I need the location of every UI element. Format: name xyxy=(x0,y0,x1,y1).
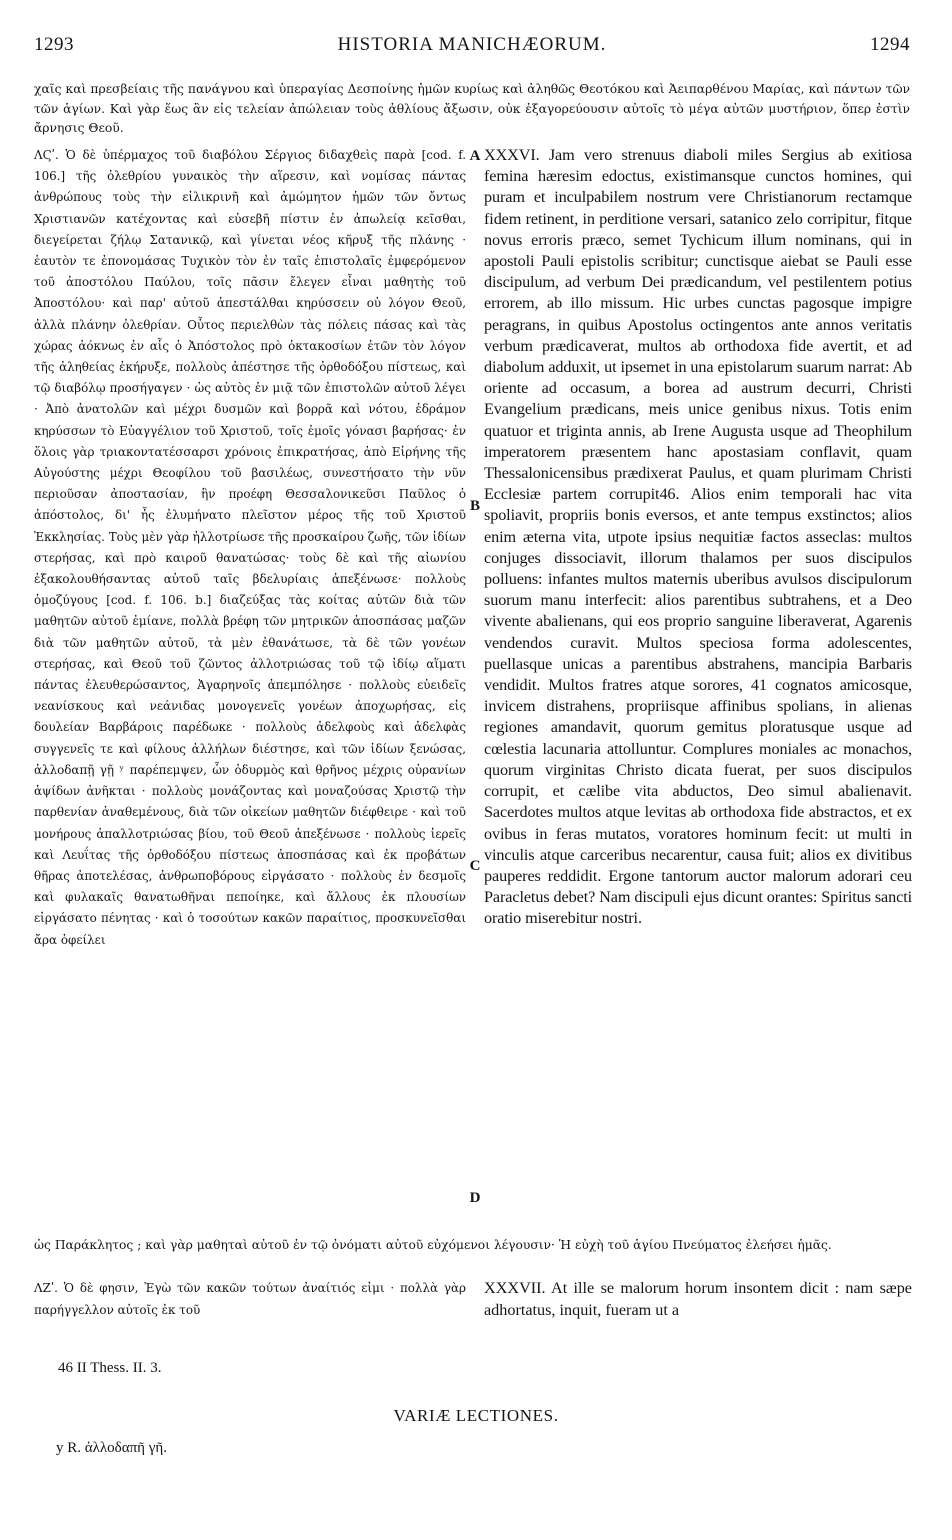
greek-column-section-37: ΛΖʹ. Ὁ δὲ φησιν, Ἐγὼ τῶν κακῶν τούτων ἀναίτιός εἰμι · πολλὰ γὰρ παρήγγελλον αὐτοῖς ἐκ τοῦ xyxy=(34,1281,466,1317)
greek-opening-paragraph: χαῖς καὶ πρεσβείαις τῆς πανάγνου καὶ ὑπεραγίας Δεσποίνης ἡμῶν κυρίως καὶ ἀληθῶς Θεοτόκου καὶ Ἀειπαρθένου Μαρίας, καὶ πάντων τῶν τῶν ἁγίων. Καὶ γὰρ ἕως ἂν εἰς τελείαν ἀπώλειαν τοὺς ἀθλίους ἄξωσιν, οὐκ ἐξαγορεύουσιν αὐτοῖς τὸ μέγα αὐτῶν μυστήριον, ὅπερ ἐστὶν ἄρνησις Θεοῦ. xyxy=(34,82,910,136)
running-head: HISTORIA MANICHÆORUM. xyxy=(337,34,607,55)
page-header xyxy=(34,34,910,64)
margin-marker-a: A xyxy=(469,148,481,164)
footnote: 46 II Thess. II. 3. xyxy=(58,1360,162,1376)
latin-column-section-36: XXXVI. Jam vero strenuus diaboli miles Sergius ab exitiosa femina hæresim edoctus, existimansque cunctos homines, qui puram et inculpabilem nostrum vere Christianorum rectamque fidem retinent, in perditione versari, satanico zelo corripitur, fitque novus erroris præco, semet Tychicum illum nominans, qui in apostoli Pauli epistolis scribitur; cunctisque aiebat se Pauli esse discipulum, ad verbum Dei prædicandum, vel pestilentem potius errorem, ab illo missum. Hic urbes cunctas pagosque impigre peragrans, in quibus Apostolus octingentos ante annos veritatis verbum prædicaverat, multos ab orthodoxa fide avertit, et ad diabolum adduxit, ut ipsemet in una epistolarum suarum narrat: Ab oriente ad occasum, a borea ad austrum decurri, Christi Evangelium prædicans, meis unice genibus nixus. Totis enim quatuor et triginta annis, ab Irene Augusta usque ad Theophilum imperatorem præsentem hanc apostasiam conflavit, quam Thessalonicensibus prædixerat Paulus, et quam plurimam Christi Ecclesiæ partem corrupit46. Alios enim temporali hac vita spoliavit, propriis bonis eversos, et ante tempus exstinctos; alios enim æterna vita, utpote ipsius nequitiæ factos asseclas: multos conjuges dissociavit, illorum thalamos per suos discipulos polluens: infantes multos maternis uberibus avulsos discipulorum suorum manu interfecit: alios parentibus subtrahens, et a Deo vivente abalienans, qui eos proprio sanguine liberaverat, Agarenis vendendos curavit. Multos speciosa forma adolescentes, puellasque unicas a parentibus abstrahens, mancipia Barbaris vendidit. Multos fratres atque sorores, 41 cognatos amicosque, invicem distrahens, propriisque affinibus spolians, in alienas regiones amandavit, quorum gemitus ploratusque usque ad cœlestia lacunaria attolluntur. Complures moniales ac monachos, quorum virginitas Christo dicata fuerat, per suos discipulos corrupit, et cælibe vita abductos, Deo simul abalienavit. Sacerdotes multos atque levitas ab orthodoxa fide abstractos, et ex ovibus in feras mutatos, voratores hominum fecit: ut multi in vinculis atque carceribus necarentur, causa fuit; alios ex divitibus pauperes reddidit. Ergone tantorum auctor malorum adorari ceu Paracletus debet? Nam discipuli ejus dicunt orantes: Spiritus sancti oratio miserebitur nostri. xyxy=(484,146,912,928)
margin-marker-d: D xyxy=(469,1190,481,1206)
margin-marker-b: B xyxy=(469,498,480,514)
margin-marker-c: C xyxy=(469,858,481,874)
page-number-left: 1293 xyxy=(34,34,74,55)
greek-tail-line: ὡς Παράκλητος ; καὶ γὰρ μαθηταὶ αὐτοῦ ἐν τῷ ὀνόματι αὐτοῦ εὐχόμενοι λέγουσιν· Ἡ εὐχὴ τοῦ ἁγίου Πνεύματος ἐλεήσει ἡμᾶς. xyxy=(34,1238,832,1252)
page-number-right: 1294 xyxy=(870,34,910,55)
variae-lectiones-title: VARIÆ LECTIONES. xyxy=(393,1406,559,1425)
latin-column-section-37: XXXVII. At ille se malorum horum insontem dicit : nam sæpe adhortatus, inquit, fueram ut a xyxy=(484,1279,912,1319)
greek-column-section-36: ΛϚʹ. Ὁ δὲ ὑπέρμαχος τοῦ διαβόλου Σέργιος διδαχθεὶς παρὰ [cod. f. 106.] τῆς ὀλεθρίου γυναικὸς τὴν αἵρεσιν, καὶ νομίσας πάντας ἀνθρώπους τοὺς τὴν εἰλικρινῆ καὶ ἀμώμητον ἡμῶν τῶν ὄντως Χριστιανῶν κατέχοντας καὶ εὐσεβῆ πίστιν ἐν ἀπωλείᾳ κεῖσθαι, διεγείρεται ζήλῳ Σατανικῷ, καὶ γίνεται νέος κῆρυξ τῆς πλάνης · ἑαυτὸν τε ἐπονομάσας Τυχικὸν τὸν ἐν ταῖς ἐπιστολαῖς ἐμφερόμενον τοῦ ἀποστόλου Παύλου, τοῖς πᾶσιν ἔλεγεν εἶναι μαθητὴς τοῦ Ἀποστόλου· καὶ παρ' αὐτοῦ ἀπεστάλθαι κηρύσσειν οὐ λόγον Θεοῦ, ἀλλὰ πλάνην ὀλεθρίαν. Οὗτος περιελθὼν τὰς πόλεις πάσας καὶ τὰς χώρας ἀόκνως ἐν αἷς ὁ Ἀπόστολος πρὸ ὀκτακοσίων ἐτῶν τὸν λόγον τῆς ἀληθείας ἐκήρυξε, πολλοὺς ἀπέστησε τῆς ὀρθοδόξου πίστεως, καὶ τῷ διαβόλῳ προσήγαγεν · ὡς αὐτὸς ἐν μιᾷ τῶν ἐπιστολῶν αὐτοῦ λέγει · Ἀπὸ ἀνατολῶν καὶ μέχρι δυσμῶν καὶ βορρᾶ καὶ νότου, ἐδράμον κηρύσσων τὸ Εὐαγγέλιον τοῦ Χριστοῦ, τοῖς ἐμοῖς γόνασι βαρήσας· ἐν ὅλοις γὰρ τριακοντατέσσαρσι χρόνοις ἐπικρατήσας, ἀπὸ Εἰρήνης τῆς Αὐγούστης μέχρι Θεοφίλου τοῦ βασιλέως, συνεστήσατο τὴν νῦν περιοῦσαν ἀποστασίαν, ἣν προέφη Θεσσαλονικεῦσι Παῦλος ὁ ἀπόστολος, δι' ἧς ἐλυμήνατο πλεῖστον μέρος τῆς τοῦ Χριστοῦ Ἐκκλησίας. Τοὺς μὲν γὰρ ἠλλοτρίωσε τῆς προσκαίρου ζωῆς, τῶν ἰδίων στερήσας, καὶ πρὸ καιροῦ θανατώσας· τοὺς δὲ καὶ τῆς αἰωνίου ἐξακολουθήσαντας αὐτοῦ ταῖς βδελυρίαις ἀπεξένωσε· πολλοὺς ὁμοζύγους [cod. f. 106. b.] διαζεύξας τὰς κοίτας αὐτῶν διὰ τῶν μαθητῶν αὐτοῦ ἐμίανε, πολλὰ βρέφη τῶν μητρικῶν ἀποσπάσας μαζῶν διὰ τῶν μαθητῶν αὐτοῦ, τὰ μὲν ἐθανάτωσε, τὰ δὲ τῶν γονέων στερήσας, καὶ Θεοῦ τοῦ ζῶντος ἀλλοτριώσας τοῦ τῷ ἰδίῳ αἵματι πάντας ἐλευθερώσαντος, Ἀγαρηνοῖς ἀπεμπόλησε · πολλοὺς εὐειδεῖς νεανίσκους καὶ νεάνιδας μονογενεῖς γονέων ἀποχωρήσας, εἰς δουλείαν Βαρβάροις παρέδωκε · πολλοὺς ἀδελφοὺς καὶ ἀδελφὰς συγγενεῖς τε καὶ φίλους ἀλλήλων διέστησε, καὶ τῶν ἰδίων ξενώσας, ἀλλοδαπῇ γῇ ʸ παρέπεμψεν, ὧν ὀδυρμὸς καὶ θρῆνος μέχρις οὐρανίων ἁψίδων ἀνῆκται · πολλοὺς μονάζοντας καὶ μοναζούσας Χριστῷ τὴν παρθενίαν ἀναθεμένους, διὰ τῶν οἰκείων μαθητῶν διέφθειρε · καὶ τοῦ μονήρους ἀπαλλοτριώσας βίου, τοῦ Θεοῦ ἀπεξένωσε · πολλοὺς ἱερεῖς καὶ Λευΐτας τῆς ὀρθοδόξου πίστεως ἀποσπάσας καὶ ἐκ προβάτων θῆρας ἀποτελέσας, ἀνθρωποβόρους εἰργάσατο · πολλοὺς ἐν δεσμοῖς καὶ φυλακαῖς θανατωθῆναι πεποίηκε, καὶ ἄλλους ἐκ πλουσίων εἰργάσατο πένητας · καὶ ὁ τοσούτων κακῶν παραίτιος, προσκυνεῖσθαι ἄρα ὀφείλει xyxy=(34,148,466,947)
variae-lectiones-entry: y R. ἀλλοδαπῆ γῆ. xyxy=(56,1440,167,1456)
